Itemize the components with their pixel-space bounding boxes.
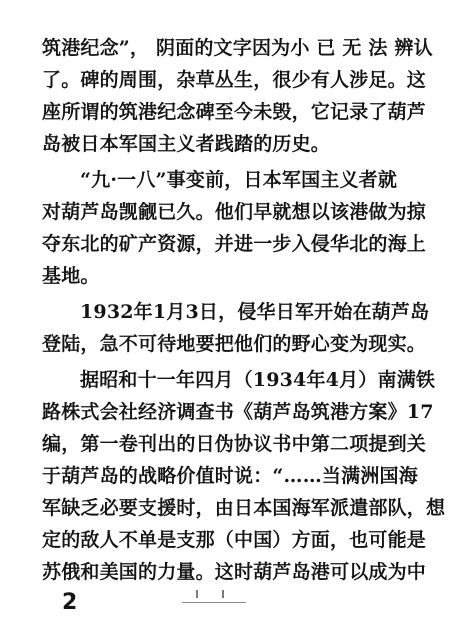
scan-mark bbox=[196, 590, 198, 598]
text-line-8: 基地。 bbox=[42, 265, 100, 287]
text-line-4: 岛被日本军国主义者践踏的历史。 bbox=[42, 133, 331, 155]
text-line-1: 筑港纪念”， 阴面的文字因为小 已 无 法 辨认 bbox=[42, 37, 433, 59]
text-line-13: 编，第一卷刊出的日伪协议书中第二项提到关 bbox=[42, 433, 427, 455]
scan-mark bbox=[222, 590, 224, 598]
text-line-12: 路株式会社经济调查书《葫芦岛筑港方案》17 bbox=[42, 401, 434, 423]
bottom-rule bbox=[182, 602, 246, 603]
text-line-6: 对葫芦岛觊觎已久。他们早就想以该港做为掠 bbox=[42, 201, 427, 223]
text-line-2: 了。碑的周围，杂草丛生，很少有人涉足。这 bbox=[42, 69, 427, 91]
text-line-11: 据昭和十一年四月（1934年4月）南满铁 bbox=[80, 369, 436, 391]
text-line-7: 夺东北的矿产资源，并进一步入侵华北的海上 bbox=[42, 233, 427, 255]
page-number: 2 bbox=[62, 590, 78, 615]
text-line-16: 定的敌人不单是支那（中国）方面，也可能是 bbox=[42, 529, 427, 551]
text-line-15: 军缺乏必要支援时，由日本国海军派遣部队，想 bbox=[42, 497, 446, 519]
text-line-10: 登陆，急不可待地要把他们的野心变为现实。 bbox=[42, 333, 427, 355]
text-line-14: 于葫芦岛的战略价值时说：“……当满洲国海 bbox=[42, 465, 418, 487]
text-line-9: 1932年1月3日，侵华日军开始在葫芦岛 bbox=[80, 301, 430, 323]
text-line-5: “九·一八”事变前，日本军国主义者就 bbox=[80, 169, 398, 191]
text-line-17: 苏俄和美国的力量。这时葫芦岛港可以成为中 bbox=[42, 561, 427, 583]
text-line-3: 座所谓的筑港纪念碑至今未毁，它记录了葫芦 bbox=[42, 101, 427, 123]
